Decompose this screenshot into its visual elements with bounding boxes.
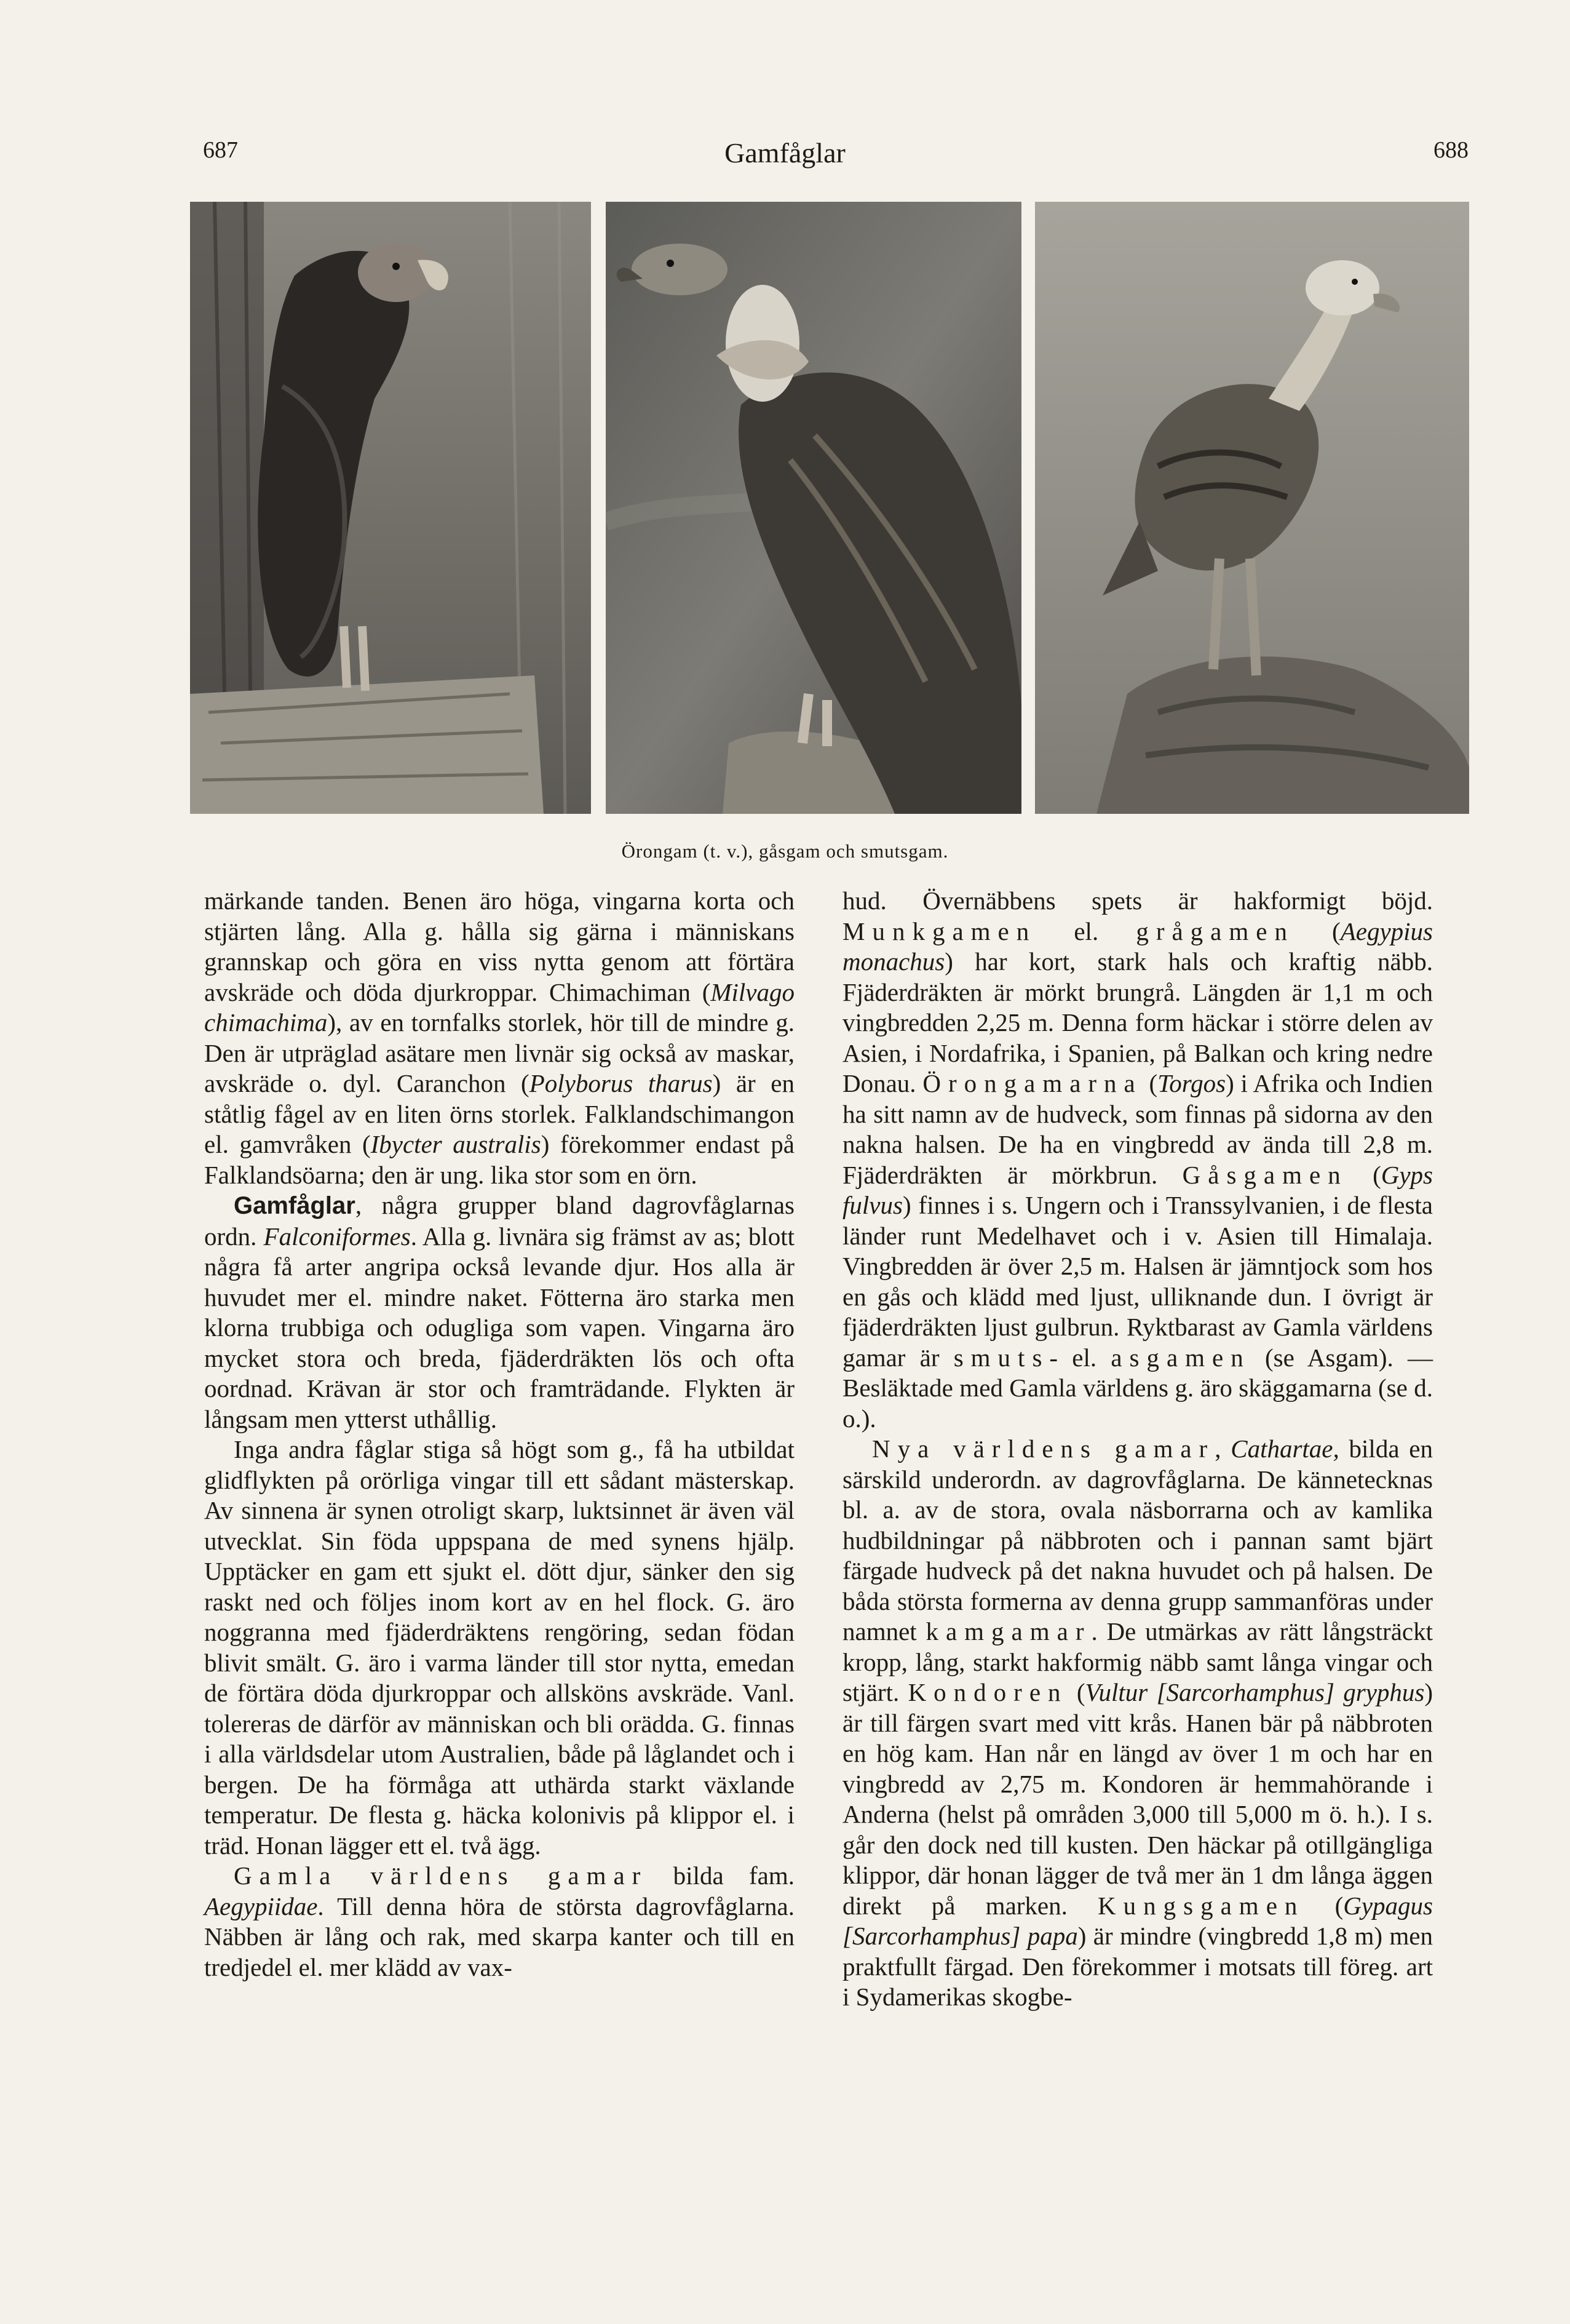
latin-name: Falconiformes [263,1222,411,1251]
text-run: ( [1347,1160,1381,1189]
spaced-term: Örongamarna [922,1069,1143,1097]
latin-name: Aegypiidae [204,1892,318,1920]
text-column-right [842,886,1433,2013]
spaced-term: Gåsgamen [1182,1160,1348,1189]
paragraph-flight: Inga andra fåglar stiga så högt som g., få ha utbildat glidflykten på orörliga vingar till ett sådant mästerskap. Av sinnena är synen otroligt skarp, luktsinnet är även väl utvecklat. Sin föda uppspana de med synens hjälp. Upptäcker en gam ett sjukt el. dött djur, sänker den sig raskt ned och följes inom kort av en hel flock. G. äro noggranna med fjäderdräktens rengöring, sedan födan blivit smält. G. äro i varma länder till stor nytta, emedan de förtära döda djurkroppar och allsköns avskräde. Vanl. tolereras de därför av människan och bli orädda. G. finnas i alla världsdelar utom Australien, både på låglandet och i bergen. De ha förmåga att uthärda starkt växlande temperatur. De flesta g. häcka kolonivis på klippor el. i träd. Honan lägger ett el. två ägg. [204,1435,795,1860]
photo-smutsgam [1035,202,1469,814]
spaced-term: Gamla världens gamar [234,1861,648,1890]
paragraph-species [842,886,1433,1434]
spaced-term: Kondoren [908,1678,1068,1706]
text-run: ) finnes i s. Ungern och i Transsylvanien, i de flesta länder runt Medelhavet och i v. Asien till Himalaja. Vingbredden är över 2,5 m. Halsen är jämntjock som hos en gås och klädd med ljust, ulliknande dun. I övrigt är fjäderdräkten ljust gulbrun. Ryktbarast av Gamla världens gamar är [842,1191,1433,1372]
text-run: ), av en tornfalks storlek, hör till de mindre g. Den är utpräglad asätare men livnär sig också av maskar, avskräde o. dyl. Caranchon ( [204,1008,795,1097]
text-run: ) förekommer endast på Falklandsöarna; den är ung. lika stor som en örn. [204,1130,795,1189]
spaced-term: kamgamar [926,1617,1092,1646]
text-run: . Alla g. livnära sig främst av as; blott några få arter angripa också levande djur. Hos alla är huvudet mer el. mindre naket. Fötterna äro starka men klorna trubbiga och odugliga som vapen. Vingarna äro mycket stora och breda, fjäderdräkten lös och ofta oordnad. Krävan är stor och framträdande. Flykten är långsam men ytterst uthållig. [204,1222,795,1433]
spaced-term: asgamen [1111,1343,1251,1372]
latin-name: Ibycter australis [370,1130,541,1158]
latin-name: Torgos [1157,1069,1226,1097]
text-run: . De utmärkas av rätt långsträckt kropp, lång, starkt hakformig näbb samt långa vingar och stjärt. [842,1617,1433,1706]
photo-orongam [190,202,591,814]
text-run: ( [1304,1891,1344,1920]
text-run: bilda en särskild underordn. av dagrovfåglarna. De kännetecknas bl. a. av de stora, ovala näsborrarna och av kamlika hudbildningar på näbbroten och i pannan samt bjärt färgade hudveck på det nakna huvudet och på halsen. De båda största formerna av denna grupp sammanföras under namnet [842,1435,1433,1646]
page-number-left: 687 [203,137,238,163]
text-run: (se Asgam). — Besläktade med Gamla världens g. äro skäggamarna (se d. o.). [842,1343,1433,1433]
text-run: ) är mindre (vingbredd 1,8 m) men praktfullt färgad. Den förekommer i motsats till föreg. art i Sydamerikas skogbe- [842,1922,1433,2011]
running-title: Gamfåglar [724,137,846,169]
text-run: bilda fam. [648,1861,795,1890]
paragraph-gamfaglar-entry [204,1190,795,1435]
spaced-term: Nya världens gamar [872,1435,1215,1463]
text-run: ( [1142,1069,1158,1097]
paragraph-old-world [204,1861,795,1983]
paragraph-new-world [842,1434,1433,2013]
text-run: , [1215,1435,1231,1463]
text-run: . Till denna höra de största dagrovfåglarna. Näbben är lång och rak, med skarpa kanter och till en tredjedel el. mer klädd av vax- [204,1892,795,1981]
latin-name: Aegypius monachus [842,917,1433,976]
spaced-term: grågamen [1136,917,1294,945]
latin-name: Cathartae, [1231,1435,1339,1463]
photo-plate [190,202,1469,814]
text-run: hud. Övernäbbens spets är hakformigt böjd. [842,886,1433,915]
spaced-term: Munkgamen [842,917,1037,945]
page-header [0,137,1570,173]
text-run: märkande tanden. Benen äro höga, vingarna korta och stjärten lång. Alla g. hålla sig gärna i människans grannskap och göra en viss nytta genom att förtära avskräde och döda djurkroppar. Chimachiman ( [204,886,795,1006]
latin-name: Milvago chimachima [204,977,795,1037]
text-run: el. [1036,917,1136,945]
text-run: ) är till färgen svart med vitt krås. Hanen bär på näbbroten en hög kam. Han når en längd av över 1 m och har en vingbredd av 2,75 m. Kondoren är hemmahörande i Anderna (helst på områden 3,000 till 5,000 m ö. h.). I s. går den dock ned till kusten. Den häckar på otillgängliga klippor, där honan lägger de två mer än 1 dm långa äggen direkt på marken. [842,1678,1433,1920]
text-run: - el. [1049,1343,1111,1372]
page-number-right: 688 [1433,137,1469,163]
latin-name: Polyborus tharus [529,1069,713,1097]
spaced-term: Kungsgamen [1098,1891,1305,1920]
paragraph-chimachima [204,886,795,1190]
text-run: , några grupper bland dagrovfåglarnas ordn. [204,1191,795,1251]
latin-name: Gypagus [Sarcorhamphus] papa [842,1891,1433,1950]
entry-headword: Gamfåglar [234,1192,355,1219]
text-column-left [204,886,795,1983]
photo-gasgam [606,202,1021,814]
text-run: ( [1068,1678,1085,1706]
text-run: ( [1294,917,1341,945]
figure-caption: Örongam (t. v.), gåsgam och smutsgam. [621,840,949,862]
latin-name: Vultur [Sarcorhamphus] gryphus [1085,1678,1425,1706]
spaced-term: smuts [953,1343,1050,1372]
text-run: ) är en ståtlig fågel av en liten örns storlek. Falklandschimangon el. gamvråken ( [204,1069,795,1158]
text-run: ) i Afrika och Indien ha sitt namn av de hudveck, som finnas på sidorna av den nakna halsen. De ha en vingbredd av ända till 2,8 m. Fjäderdräkten är mörkbrun. [842,1069,1433,1189]
latin-name: Gyps fulvus [842,1160,1433,1219]
text-run: ) har kort, stark hals och kraftig näbb. Fjäderdräkten är mörkt brungrå. Längden är 1,1 m och vingbredden 2,25 m. Denna form häckar i större delen av Asien, i Nordafrika, i Spanien, på Balkan och kring nedre Donau. [842,947,1433,1097]
